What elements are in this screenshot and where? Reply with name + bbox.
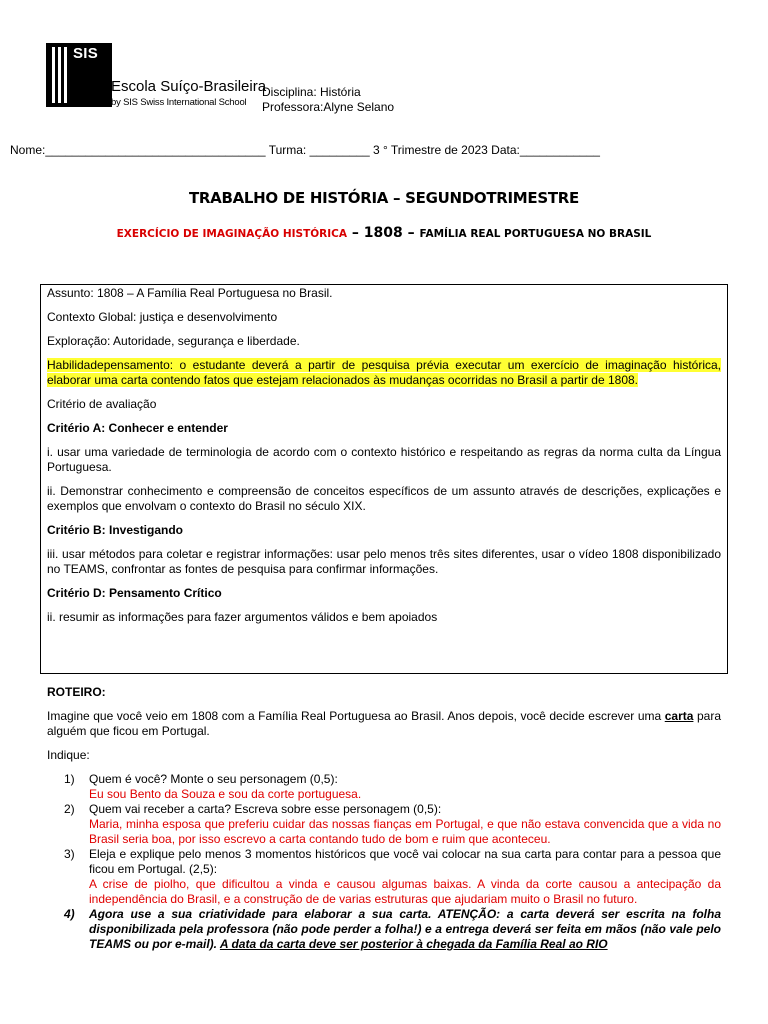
habilidade [47, 358, 721, 388]
question-text: Quem é você? Monte o seu personagem (0,5): [89, 772, 338, 786]
intro-carta: carta [664, 709, 694, 723]
answer-text: Eu sou Bento da Souza e sou da corte portuguesa. [89, 787, 362, 801]
question-number: 3) [64, 847, 75, 861]
question-text: Quem vai receber a carta? Escreva sobre esse personagem (0,5): [89, 802, 442, 816]
question-number: 1) [64, 772, 75, 786]
student-info-line: Nome:_________________________________ Turma: _________ 3 ° Trimestre de 2023 Data:____________ [10, 143, 600, 157]
roteiro-intro [47, 709, 721, 739]
criterio-a-heading: Critério A: Conhecer e entender [47, 421, 228, 435]
question-4 [47, 907, 721, 952]
question-text: Eleja e explique pelo menos 3 momentos históricos que você vai colocar na sua carta para contar para a pessoa que ficou em Portugal. (2,5): [89, 847, 721, 876]
criterio-a-item-i: i. usar uma variedade de terminologia de acordo com o contexto histórico e respeitando as regras da norma culta da Língua Portuguesa. [47, 445, 721, 474]
question-number: 2) [64, 802, 75, 816]
assunto: Assunto: 1808 – A Família Real Portuguesa no Brasil. [47, 286, 333, 300]
question-2 [47, 802, 721, 847]
assignment-box [40, 284, 728, 674]
answer-text: Maria, minha esposa que preferiu cuidar das nossas fianças em Portugal, e que não estava convencida que a vida no Brasil seria boa, por isso escrevo a carta contando tudo de bom e ruim que aconteceu. [89, 817, 721, 846]
logo-stripe [64, 47, 67, 103]
logo-text: SIS [73, 45, 99, 62]
logo-stripe [58, 47, 61, 103]
subtitle-year: – 1808 – [347, 225, 420, 241]
question-3 [47, 847, 721, 907]
question-text-underlined: A data da carta deve ser posterior à chegada da Família Real ao RIO [219, 937, 608, 951]
criterio-b-heading: Critério B: Investigando [47, 523, 184, 537]
criterio-avaliacao: Critério de avaliação [47, 397, 157, 411]
professora-label: Professora:Alyne Selano [262, 100, 395, 114]
question-number: 4) [64, 907, 75, 921]
exploracao: Exploração: Autoridade, segurança e liberdade. [47, 334, 300, 348]
answer-text: A crise de piolho, que dificultou a vinda e causou algumas baixas. A vinda da corte causou a antecipação da independência do Brasil, e a construção de de varias estruturas que ajudariam muito o Brasil no futuro. [89, 877, 721, 906]
disciplina-label: Disciplina: História [262, 85, 361, 99]
school-name: Escola Suíço-Brasileira [111, 78, 267, 95]
criterio-a-item-ii: ii. Demonstrar conhecimento e compreensão de conceitos específicos de um assunto através de descrições, explicações e exemplos que envolvam o contexto do Brasil no século XIX. [47, 484, 721, 513]
question-1 [47, 772, 721, 802]
indique-label: Indique: [47, 748, 90, 762]
question-text: Agora use a sua criatividade para elaborar a sua carta. ATENÇÃO: a carta deverá ser escrita na folha disponibilizada pela professora (não pode perder a folha!) e a entrega deverá ser feita em mãos (não vale pelo TEAMS ou por e-mail). [89, 907, 721, 951]
course-info [262, 85, 394, 115]
criterio-d-item-ii: ii. resumir as informações para fazer argumentos válidos e bem apoiados [47, 610, 438, 624]
page-title: TRABALHO DE HISTÓRIA – SEGUNDOTRIMESTRE [188, 189, 579, 207]
contexto-global: Contexto Global: justiça e desenvolvimento [47, 310, 278, 324]
intro-text-end: para alguém que ficou em Portugal. [47, 709, 721, 738]
subtitle-topic: FAMÍLIA REAL PORTUGUESA NO BRASIL [419, 228, 652, 240]
habilidade-text: Habilidadepensamento: o estudante deverá a partir de pesquisa prévia executar um exercício de imaginação histórica, elaborar uma carta contendo fatos que estejam relacionados às mudanças ocorridas no Brasil a partir de 1808. [47, 358, 721, 387]
subtitle-exercise: EXERCÍCIO DE IMAGINAÇÃO HISTÓRICA [116, 228, 348, 240]
school-subtitle: by SIS Swiss International School [111, 97, 247, 108]
criterio-d-heading: Critério D: Pensamento Crítico [47, 586, 222, 600]
roteiro-heading: ROTEIRO: [47, 685, 106, 699]
roteiro-section [47, 685, 721, 952]
logo-stripe [52, 47, 55, 103]
criterio-b-item-iii: iii. usar métodos para coletar e registrar informações: usar pelo menos três sites diferentes, usar o vídeo 1808 disponibilizado no TEAMS, confrontar as fontes de pesquisa para confirmar informações. [47, 547, 721, 576]
intro-text: Imagine que você veio em 1808 com a Família Real Portuguesa ao Brasil. Anos depois, você decide escrever uma [47, 709, 665, 723]
page-subtitle [0, 222, 768, 241]
